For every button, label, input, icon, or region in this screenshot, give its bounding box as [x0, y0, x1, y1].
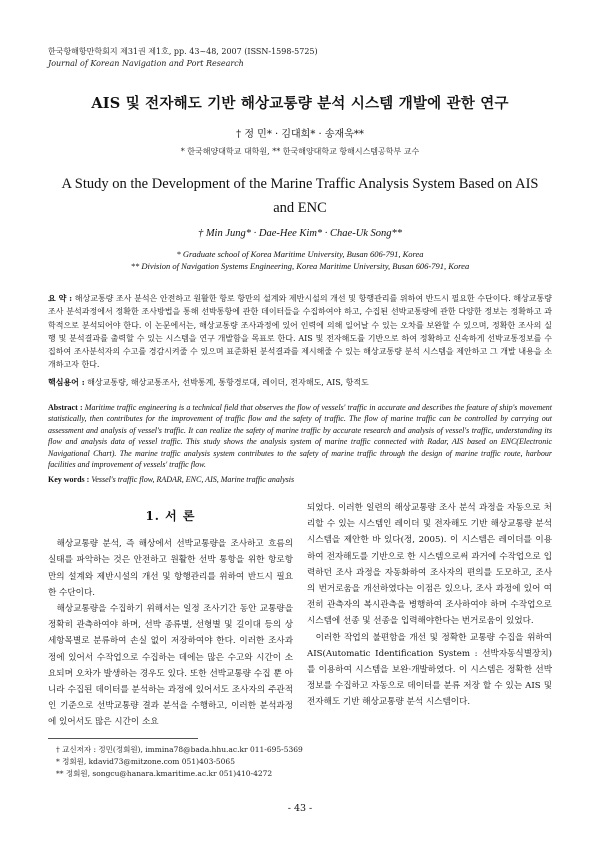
abstract-korean-label: 요 약 : [48, 293, 73, 303]
body-column-right [307, 500, 552, 711]
paragraph: 해상교통량 분석, 즉 해상에서 선박교통량을 조사하고 흐름의 실태를 파악하는 것은 안전하고 원활한 선박 통항을 위한 항로항만의 설계와 제반시설의 개선 및 항행관리를 위하여 반드시 필요한 수단이다. [48, 539, 293, 598]
authors-korean: † 정 민* · 김대희* · 송재욱** [236, 129, 364, 140]
abstract-korean [48, 292, 552, 372]
title-english: A Study on the Development of the Marine Traffic Analysis System Based on AIS and ENC [61, 176, 539, 216]
abstract-english-label: Abstract : [48, 403, 83, 412]
affiliation-english-1: * Graduate school of Korea Maritime University, Busan 606-791, Korea [176, 249, 424, 259]
title-korean: AIS 및 전자해도 기반 해상교통량 분석 시스템 개발에 관한 연구 [91, 95, 509, 112]
section-title-introduction: 1. 서 론 [145, 509, 196, 523]
footnote-author-2: * 정회원, kdavid73@mitzone.com 051)403-5065 [56, 757, 235, 766]
body-column-left [48, 500, 293, 731]
keywords-korean [48, 376, 552, 389]
keywords-english-text: Vessel's traffic flow, RADAR, ENC, AIS, Marine traffic analysis [91, 475, 295, 484]
abstract-english-text: Maritime traffic engineering is a technical field that observes the flow of vessels' traffic in accurate and describes the feature of ship's movement statistically, then contributes for the improvement of traffic flow and the safety of traffic. The flow of marine traffic can be controlled by carrying out assessment and analysis of vessel's traffic. It can realize the safety of marine traffic by accurate research and analysis of vessel's traffic, understanding its flow and analysis data of vessel traffic. This study shows the analysis system of marine traffic connected with Radar, AIS based on ENC(Electronic Navigational Chart). The marine traffic analysis system contributes to the safety of marine traffic through the design of marine traffic route, harbour facilities and improvement of vessels' traffic flow. [48, 403, 553, 470]
abstract-english [48, 402, 552, 470]
footnote-divider [48, 738, 198, 739]
journal-citation: 한국항해항만학회지 제31권 제1호, pp. 43~48, 2007 (ISSN-1598-5725) [48, 47, 318, 56]
footnote-corresponding-author: † 교신저자 : 정민(정회원), immina78@bada.hhu.ac.kr 011-695-5369 [56, 745, 303, 754]
paragraph: 해상교통량을 수집하기 위해서는 일정 조사기간 동안 교통량을 정확히 관측하여야 하며, 선박 종류별, 선형별 및 길이대 등의 상세항목별로 분류하여 손실 없이 저장하여야 한다. 이러한 조사과정에 있어서 수작업으로 수집하는 데에는 많은 수고와 시간이 소요되며 오차가 발생하는 경우도 있다. 또한 선박교통량 수집 뿐 아니라 수집된 데이터를 분석하는 과정에 있어서도 조사자의 주관적인 기준으로 선박교통량 결과 분석을 수행하고, 이러한 분석과정에 있어서도 많은 시간이 소요 [48, 604, 293, 728]
journal-header [48, 46, 318, 70]
keywords-english-label: Key words : [48, 475, 90, 484]
keywords-korean-label: 핵심용어 : [48, 377, 85, 387]
page-number: - 43 - [287, 803, 313, 814]
authors-english: † Min Jung* · Dae-Hee Kim* · Chae-Uk Song** [197, 228, 403, 239]
keywords-korean-text: 해상교통량, 해상교통조사, 선박통계, 통항경로대, 레이더, 전자해도, AIS, 항적도 [87, 378, 369, 387]
affiliation-english [0, 248, 600, 272]
affiliation-korean: * 한국해양대학교 대학원, ** 한국해양대학교 항해시스템공학부 교수 [180, 147, 420, 156]
affiliation-english-2: ** Division of Navigation Systems Engineering, Korea Maritime University, Busan 606-791, Korea [130, 261, 470, 271]
footnotes [56, 744, 303, 780]
journal-name-en: Journal of Korean Navigation and Port Research [48, 59, 244, 68]
paragraph: 이러한 작업의 불편함을 개선 및 정확한 교통량 수집을 위하여 AIS(Automatic Identification System : 선박자동식별장치)를 이용하여 시스템을 보완·개발하였다. 이 시스템은 정확한 선박정보를 수집하고 자동으로 데이터를 분류 저장 할 수 있는 AIS 및 전자해도 기반 해상교통량 분석 시스템이다. [307, 632, 552, 708]
keywords-english [48, 474, 552, 486]
footnote-author-3: ** 정회원, songcu@hanara.kmaritime.ac.kr 051)410-4272 [56, 769, 273, 778]
abstract-korean-text: 해상교통량 조사 분석은 안전하고 원활한 항로 항만의 설계와 제반시설의 개선 및 항행관리를 위하여 반드시 필요한 수단이다. 해상교통량 조사 분석과정에서 정확한 조사방법을 통해 선박통항에 관한 데이터들을 수집하여야 하고, 수집된 선박교통량에 관한 다양한 정보는 정확하고 과학적으로 분석되어야 한다. 이 논문에서는, 해상교통량 조사과정에 있어 인력에 의해 일어날 수 있는 오차를 보완할 수 있으며, 정확한 조사의 실행 및 분석결과를 출력할 수 있는 시스템을 연구 개발함을 목표로 한다. AIS 및 전자해도를 기반으로 하여 정확하고 신속하게 선박교통정보를 수집하여 조사분석자의 수고를 경감시켜줄 수 있으며 표준화된 분석결과를 제시해줄 수 있는 해상교통량 분석 시스템을 제안하고 그 개발 내용을 소개하고자 한다. [48, 294, 552, 370]
paragraph: 되었다. 이러한 일련의 해상교통량 조사 분석 과정을 자동으로 처리할 수 있는 시스템인 레이더 및 전자해도 기반 해상교통량 분석 시스템을 제안한 바 있다(정, 2005). 이 시스템은 레이더를 이용하여 전자해도를 기반으로 한 시스템으로써 과거에 수작업으로 입력하던 조사 과정을 자동화하여 조사자의 편의를 도모하고, 조사의 번거로움을 개선하였다는 이점은 있으나, 조사 과정에 있어 여전히 관측자의 복시관측을 병행하여 조사하여야 하며 수작업으로 시스템에 선종 및 선종을 입력해야한다는 번거로움이 있었다. [307, 503, 552, 627]
